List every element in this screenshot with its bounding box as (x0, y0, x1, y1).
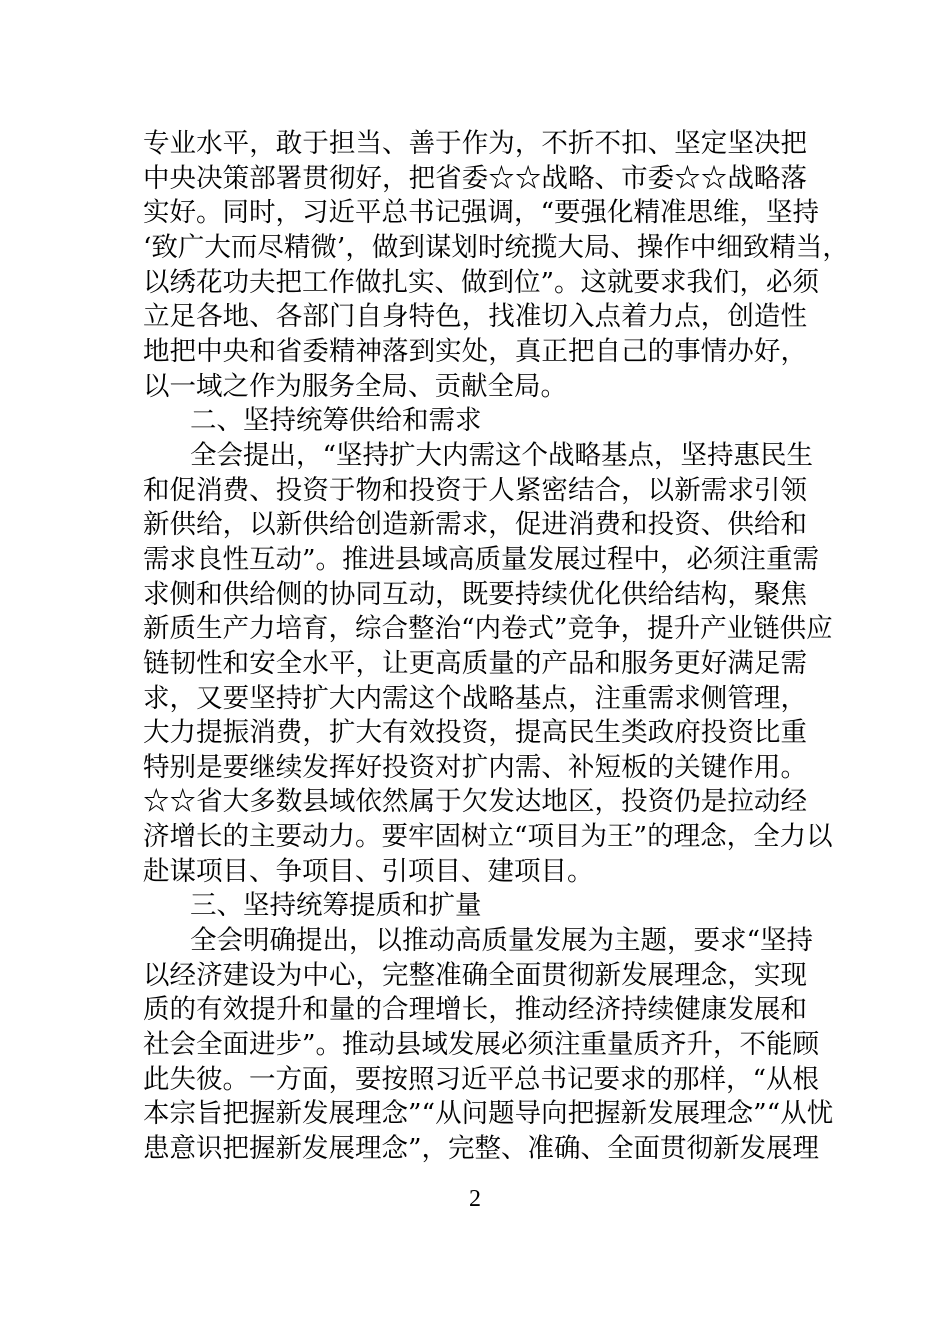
text-line: 质的有效提升和量的合理增长，推动经济持续健康发展和 (143, 994, 807, 1026)
text-line: 以经济建设为中心，完整准确全面贯彻新发展理念，实现 (143, 959, 807, 991)
page-number: 2 (469, 1186, 481, 1212)
text-line: 以一域之作为服务全局、贡献全局。 (143, 370, 567, 402)
text-line: 新供给，以新供给创造新需求，促进消费和投资、供给和 (143, 509, 807, 541)
text-line: 济增长的主要动力。要牢固树立“项目为王”的理念，全力以 (143, 821, 833, 853)
text-line: 链韧性和安全水平，让更高质量的产品和服务更好满足需 (143, 647, 807, 679)
document-body (143, 127, 849, 1167)
text-line: 求侧和供给侧的协同互动，既要持续优化供给结构，聚焦 (143, 578, 807, 610)
text-line: 需求良性互动”。推进县域高质量发展过程中，必须注重需 (143, 543, 820, 575)
text-line: 全会提出，“坚持扩大内需这个战略基点，坚持惠民生 (190, 439, 814, 471)
text-line: 新质生产力培育，综合整治“内卷式”竞争，提升产业链供应 (143, 613, 833, 645)
text-line: 立足各地、各部门自身特色，找准切入点着力点，创造性 (143, 301, 807, 333)
text-line: 患意识把握新发展理念”，完整、准确、全面贯彻新发展理 (143, 1133, 820, 1165)
text-line: 实好。同时，习近平总书记强调，“要强化精准思维，坚持 (143, 197, 820, 229)
text-line: 和促消费、投资于物和投资于人紧密结合，以新需求引领 (143, 474, 807, 506)
text-line: 此失彼。一方面，要按照习近平总书记要求的那样，“从根 (143, 1063, 820, 1095)
text-line: 特别是要继续发挥好投资对扩内需、补短板的关键作用。 (143, 751, 807, 783)
text-line: 大力提振消费，扩大有效投资，提高民生类政府投资比重 (143, 717, 807, 749)
text-line: 赴谋项目、争项目、引项目、建项目。 (143, 855, 594, 887)
text-line: 中央决策部署贯彻好，把省委☆☆战略、市委☆☆战略落 (143, 162, 807, 194)
text-line: 求，又要坚持扩大内需这个战略基点，注重需求侧管理， (143, 682, 807, 714)
text-line: 专业水平，敢于担当、善于作为，不折不扣、坚定坚决把 (143, 128, 807, 159)
text-line: 地把中央和省委精神落到实处，真正把自己的事情办好， (143, 335, 807, 367)
section-heading: 二、坚持统筹供给和需求 (190, 405, 482, 437)
text-line: 本宗旨把握新发展理念”“从问题导向把握新发展理念”“从忧 (143, 1098, 834, 1130)
text-line: 以绣花功夫把工作做扎实、做到位”。这就要求我们，必须 (143, 266, 820, 298)
text-line: ‘致广大而尽精微’，做到谋划时统揽大局、操作中细致精当， (143, 231, 849, 263)
text-line: 全会明确提出，以推动高质量发展为主题，要求“坚持 (190, 925, 814, 957)
text-line: 社会全面进步”。推动县域发展必须注重量质齐升，不能顾 (143, 1029, 820, 1061)
section-heading: 三、坚持统筹提质和扩量 (190, 890, 482, 922)
text-line: ☆☆省大多数县域依然属于欠发达地区，投资仍是拉动经 (143, 786, 807, 818)
